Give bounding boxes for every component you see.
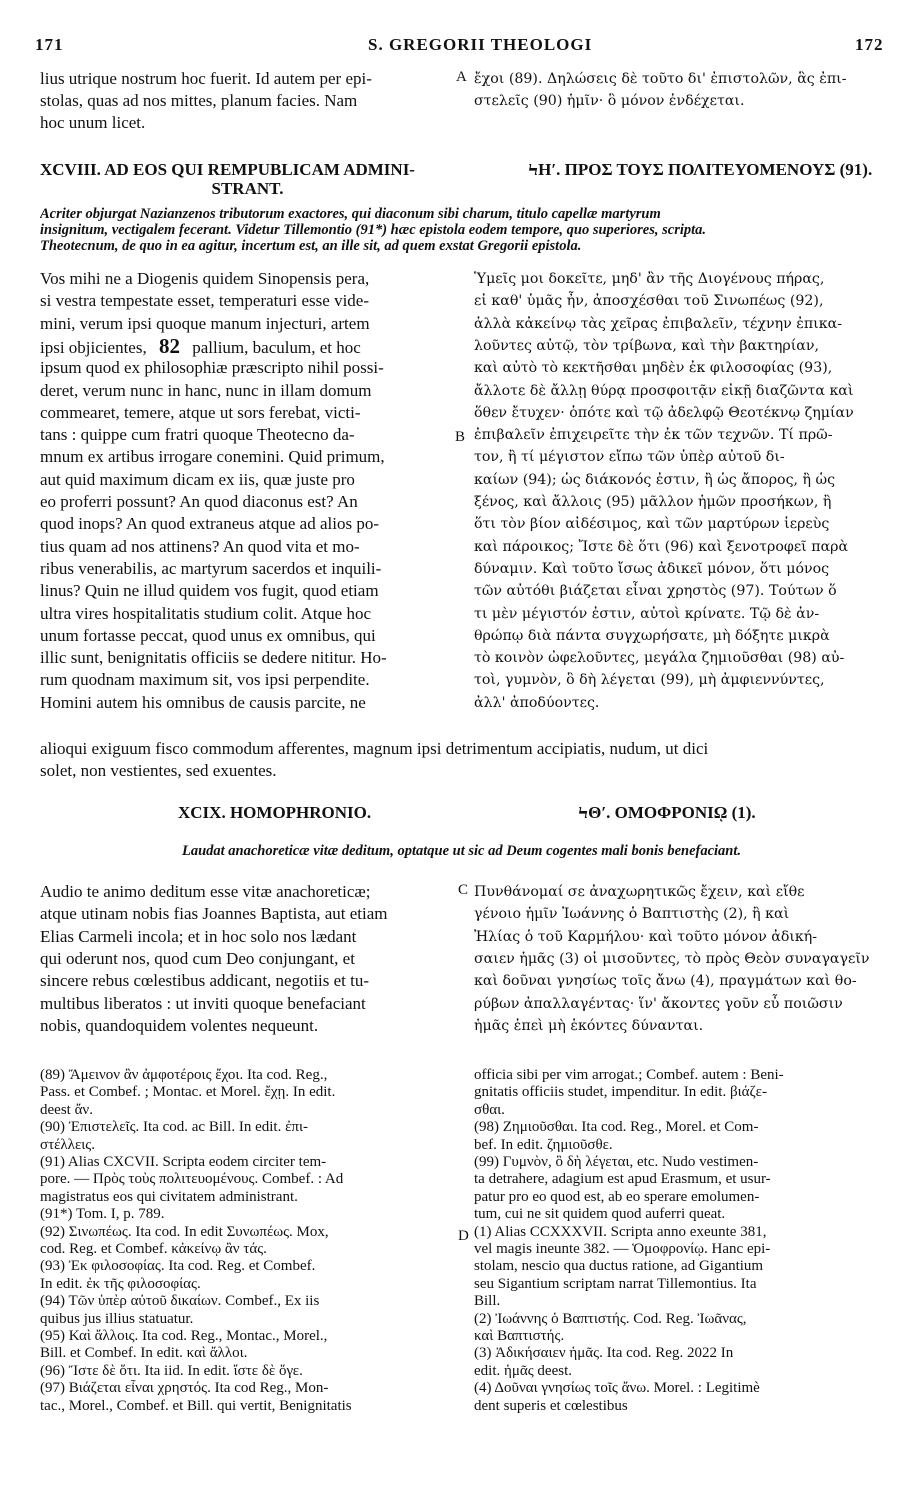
text-line: Vos mihi ne a Diogenis quidem Sinopensis pera,	[40, 269, 370, 288]
text-line: (92) Σινωπέως. Ita cod. In edit Συνωπέως. Mox,	[40, 1223, 329, 1240]
text-line: καὶ αὐτὸ τὸ κεκτῆσθαι μηδὲν ἐκ φιλοσοφίας (93),	[474, 360, 833, 377]
text-line: (2) Ἰωάννης ὁ Βαπτιστής. Cod. Reg. Ἰωᾶνας,	[474, 1310, 747, 1327]
text-segment: pallium, baculum, et hoc	[192, 338, 361, 357]
text-line: commearet, temere, atque ut sors ferebat, victi-	[40, 402, 361, 422]
text-line: magistratus eos qui civitatem administrant.	[40, 1188, 298, 1205]
text-line: ὅθεν ἔτυχεν· ὁπότε καὶ τῷ ἀδελφῷ Θεοτέκνῳ ζημίαν	[474, 404, 854, 421]
text-line: ipsum quod ex philosophiæ præscripto nihil possi-	[40, 358, 384, 378]
text-line: καίων (94); ὡς διάκονός ἐστιν, ἢ ὡς ἄπορος, ἢ ὡς	[474, 471, 836, 488]
text-line: mini, verum ipsi quoque manum injecturi, artem	[40, 313, 370, 333]
text-line: τὸ κοινὸν ὠφελοῦντες, μεγάλα ζημιοῦσθαι (98) αὐ-	[474, 650, 845, 667]
text-line: ἔχοι (89). Δηλώσεις δὲ τοῦτο δι' ἐπιστολῶν, ἃς ἐπι-	[474, 71, 847, 87]
text-line: solet, non vestientes, sed exuentes.	[40, 761, 277, 780]
text-line: Pass. et Combef. ; Montac. et Morel. ἔχῃ. In edit.	[40, 1084, 336, 1101]
text-line: atque utinam nobis fias Joannes Baptista, aut etiam	[40, 904, 388, 924]
text-line: (1) Alias CCXXXVII. Scripta anno exeunte 381,	[474, 1223, 767, 1240]
text-line: τοὶ, γυμνὸν, ὃ δὴ λέγεται (99), μὴ ἀμφιεννύντες,	[474, 672, 825, 689]
letter-98-latin-title	[40, 160, 455, 198]
text-line: (97) Βιάζεται εἶναι χρηστός. Ita cod Reg., Mon-	[40, 1380, 329, 1397]
text-line: bef. In edit. ζημιοῦσθε.	[474, 1136, 613, 1153]
summary-line: Theotecnum, de quo in ea agitur, incertum est, an ille sit, ad quem exstat Gregorii epistola.	[40, 238, 582, 254]
text-line: (89) Ἄμεινον ἂν ἀμφοτέροις ἔχοι. Ita cod. Reg.,	[40, 1067, 328, 1083]
text-line: gnitatis officiis studet, impenditur. In edit. βιάζε-	[474, 1084, 767, 1101]
title-line: XCVIII. AD EOS QUI REMPUBLICAM ADMINI-	[40, 160, 415, 179]
text-line: (93) Ἐκ φιλοσοφίας. Ita cod. Reg. et Combef.	[40, 1258, 316, 1275]
text-line: nobis, quandoquidem volentes nequeunt.	[40, 1015, 319, 1035]
text-line: τον, ἢ τί μέγιστον εἴπω τῶν ὑπὲρ αὐτοῦ δι-	[474, 449, 785, 466]
text-line: unum fortasse peccat, quod unus ex omnibus, qui	[40, 625, 376, 645]
text-line: aut quid maximum dicam ex iis, quæ juste pro	[40, 469, 355, 489]
text-line: εἰ καθ' ὑμᾶς ἦν, ἀποσχέσθαι τοῦ Σινωπέως (92),	[474, 293, 824, 310]
text-line: tius quam ad nos attinens? An quod vita et mo-	[40, 536, 360, 556]
text-line: καὶ Βαπτιστής.	[474, 1328, 565, 1344]
page-number-left: 171	[35, 35, 64, 54]
text-line: dent superis et cœlestibus	[474, 1397, 628, 1414]
text-segment: ipsi objicientes,	[40, 338, 147, 357]
marker-c: C	[458, 882, 469, 898]
text-line: καὶ πάροικος; Ἴστε δὲ ὅτι (96) καὶ ξενοτροφεῖ παρὰ	[474, 538, 849, 555]
running-title: S. GREGORII THEOLOGI	[368, 35, 593, 54]
marker-b: B	[455, 429, 466, 445]
text-line: eo proferri possunt? An quod diaconus est? An	[40, 492, 358, 511]
text-line: (3) Ἀδικήσαιεν ἡμᾶς. Ita cod. Reg. 2022 In	[474, 1345, 734, 1362]
text-line: θρώπῳ διὰ πάντα συγχωρήσατε, μὴ δόξητε μικρὰ	[474, 627, 830, 644]
text-line: ta detrahere, adagium est apud Erasmum, et usur-	[474, 1171, 771, 1188]
text-line: σαιεν ἡμᾶς (3) οἱ μισοῦντες, τὸ πρὸς Θεὸν συναγαγεῖν	[474, 950, 870, 967]
text-line: τῶν αὐτόθι βιάζεται εἶναι χρηστὸς (97). Τούτων ὅ	[474, 583, 837, 600]
text-line: ultra vires hospitalitatis studium colit. Atque hoc	[40, 603, 371, 623]
text-line: pore. — Πρὸς τοὺς πολιτευομένους. Combef. : Ad	[40, 1171, 344, 1188]
text-line: tac., Morel., Combef. et Bill. qui vertit, Benignitatis	[40, 1397, 352, 1414]
text-line: στέλλεις.	[40, 1136, 95, 1153]
text-line: deret, verum nunc in hanc, nunc in illam domum	[40, 380, 372, 400]
text-line: σθαι.	[474, 1101, 505, 1118]
text-line: ὅτι τὸν βίον αἰδέσιμος, καὶ τῶν μαρτύρων ἱερεὺς	[474, 516, 830, 533]
text-line: multibus liberatos : ut inviti quoque benefaciant	[40, 993, 366, 1013]
text-line: ἀλλὰ κἀκείνῳ τὰς χεῖρας ἐπιβαλεῖν, τέχνην ἐπικα-	[474, 315, 842, 332]
text-line: (90) Ἐπιστελεῖς. Ita cod. ac Bill. In edit. ἐπι-	[40, 1119, 308, 1136]
text-line: (94) Τῶν ὑπὲρ αὐτοῦ δικαίων. Combef., Ex iis	[40, 1293, 320, 1310]
letter-99-latin-title: XCIX. HOMOPHRONIO.	[178, 803, 372, 822]
text-line: (96) Ἴστε δὲ ὅτι. Ita iid. In edit. ἴστε δὲ ὅγε.	[40, 1362, 303, 1379]
summary-line: insignitum, vectigalem fecerant. Videtur Tillemontio (91*) hæc epistola eodem tempore, quo superiores, scripta.	[40, 222, 707, 238]
text-line: Πυνθάνομαί σε ἀναχωρητικῶς ἔχειν, καὶ εἴθε	[474, 884, 805, 900]
text-line: ἡμᾶς ἐπεὶ μὴ ἑκόντες δύνανται.	[474, 1017, 704, 1034]
letter-99-greek-title: ϞΘʹ. ΟΜΟΦΡΟΝΙῼ (1).	[578, 803, 756, 822]
text-line: rum quodnam maximum sit, vos ipsi perpendite.	[40, 670, 370, 690]
text-line: seu Sigantium scriptam narrat Tillemontius. Ita	[474, 1275, 757, 1292]
page-number-right: 172	[855, 35, 884, 54]
text-line: vel magis ineunte 382. — Ὁμοφρονίῳ. Hanc epi-	[474, 1241, 771, 1257]
text-line: lius utrique nostrum hoc fuerit. Id autem per epi-	[40, 69, 372, 88]
letter-99-summary: Laudat anachoreticæ vitæ deditum, optatque ut sic ad Deum cogentes mali bonis benefaciant.	[181, 843, 742, 859]
text-line: deest ἄν.	[40, 1101, 93, 1118]
text-line: (98) Ζημιοῦσθαι. Ita cod. Reg., Morel. et Com-	[474, 1119, 759, 1136]
text-line: Audio te animo deditum esse vitæ anachoreticæ;	[40, 882, 371, 901]
summary-line: Acriter objurgat Nazianzenos tributorum exactores, qui diaconum sibi charum, titulo capellæ martyrum	[40, 206, 661, 222]
text-line: ribus venerabilis, ac martyrum sacerdos et inquili-	[40, 558, 382, 578]
text-line: καὶ δοῦναι γνησίως τοῖς ἄνω (4), πραγμάτων καὶ θο-	[474, 973, 857, 990]
text-line: si vestra tempestate esset, temperaturi esse vide-	[40, 291, 370, 311]
text-line: edit. ἡμᾶς deest.	[474, 1362, 572, 1379]
text-line: (91*) Tom. I, p. 789.	[40, 1206, 165, 1223]
text-line: τι μὲν μέγιστόν ἐστιν, αὐτοὶ κρίνατε. Τῷ δὲ ἀν-	[474, 605, 820, 622]
text-line: στελεῖς (90) ἡμῖν· ὃ μόνον ἐνδέχεται.	[474, 93, 745, 109]
text-line: λοῦντες αὐτῷ, τὸν τρίβωνα, καὶ τὴν βακτηρίαν,	[474, 337, 819, 354]
text-line: In edit. ἐκ τῆς φιλοσοφίας.	[40, 1275, 201, 1292]
text-line: patur pro eo quod est, ab eo sperare emolumen-	[474, 1188, 760, 1205]
text-line: officia sibi per vim arrogat.; Combef. autem : Beni-	[474, 1067, 784, 1083]
text-line: Bill. et Combef. In edit. καὶ ἄλλοι.	[40, 1345, 248, 1362]
text-line: illic sunt, benignitatis officiis se dedere nititur. Ho-	[40, 648, 387, 668]
text-line: sincere rebus cœlestibus addicant, negotiis et tu-	[40, 971, 370, 991]
text-line: Homini autem his omnibus de causis parcite, ne	[40, 692, 366, 712]
text-line: γένοιο ἡμῖν Ἰωάννης ὁ Βαπτιστὴς (2), ἢ καὶ	[474, 906, 790, 923]
text-line: ρύβων ἀπαλλαγέντας· ἵν' ἄκοντες γοῦν εὖ ποιῶσιν	[474, 995, 843, 1012]
marker-a: A	[456, 69, 467, 85]
text-line: Bill.	[474, 1293, 501, 1310]
text-line: Ἠλίας ὁ τοῦ Καρμήλου· καὶ τοῦτο μόνον ἀδική-	[474, 928, 818, 945]
text-line: Ὑμεῖς μοι δοκεῖτε, μηδ' ἂν τῆς Διογένους πήρας,	[474, 271, 825, 287]
text-line: (91) Alias CXCVII. Scripta eodem circiter tem-	[40, 1154, 327, 1170]
text-line: qui oderunt nos, quod cum Deo conjungant, et	[40, 948, 355, 968]
text-line: Elias Carmeli incola; et in hoc solo nos lædant	[40, 926, 357, 946]
text-line: quibus jus illius statuatur.	[40, 1310, 194, 1327]
text-line: cod. Reg. et Combef. κἀκείνῳ ἂν τάς.	[40, 1241, 267, 1257]
text-line: alioqui exiguum fisco commodum afferentes, magnum ipsi detrimentum accipiatis, nudum, ut dici	[40, 739, 709, 758]
text-line: ἄλλοτε δὲ ἄλλῃ θύρᾳ προσφοιτᾷν εἰκῇ διαζῶντα καὶ	[474, 382, 854, 399]
column-number: 82	[158, 335, 180, 358]
text-line: (95) Καὶ ἄλλοις. Ita cod. Reg., Montac., Morel.,	[40, 1328, 328, 1344]
text-line: ξένος, καὶ ἄλλοις (95) μᾶλλον ἡμῶν προσήκων, ἢ	[474, 494, 832, 510]
text-line: quod inops? An quod extraneus atque ad alios po-	[40, 514, 379, 534]
text-line: mnum ex artibus irrogare conemini. Quid primum,	[40, 447, 385, 467]
text-line: hoc unum licet.	[40, 113, 146, 132]
text-line: ἀλλ' ἀποδύοντες.	[474, 694, 600, 711]
text-line: (99) Γυμνὸν, ὃ δὴ λέγεται, etc. Nudo vestimen-	[474, 1154, 759, 1170]
text-line: δύναμιν. Καὶ τοῦτο ἴσως ἀδικεῖ μόνον, ὅτι μόνος	[474, 560, 830, 577]
letter-98-greek-title: ϞΗʹ. ΠΡΟΣ ΤΟΥΣ ΠΟΛΙΤΕΥΟΜΕΝΟΥΣ (91).	[528, 160, 873, 179]
text-line: (4) Δοῦναι γνησίως τοῖς ἄνω. Morel. : Legitimè	[474, 1380, 760, 1397]
marker-d: D	[458, 1228, 469, 1244]
text-line: tum, cui ne sit quidem quod auferri queat.	[474, 1206, 726, 1223]
text-line: stolas, quas ad nos mittes, planum facies. Nam	[40, 91, 358, 110]
text-line	[40, 335, 460, 359]
title-line: STRANT.	[211, 179, 284, 198]
text-line: stolam, nescio qua ductus ratione, ad Gigantium	[474, 1258, 764, 1275]
text-line: tans : quippe cum fratri quoque Theotecno da-	[40, 425, 355, 445]
text-line: ἐπιβαλεῖν ἐπιχειρεῖτε τὴν ἐκ τῶν τεχνῶν. Τί πρῶ-	[474, 427, 833, 444]
text-line: linus? Quin ne illud quidem vos fugit, quod etiam	[40, 581, 379, 601]
